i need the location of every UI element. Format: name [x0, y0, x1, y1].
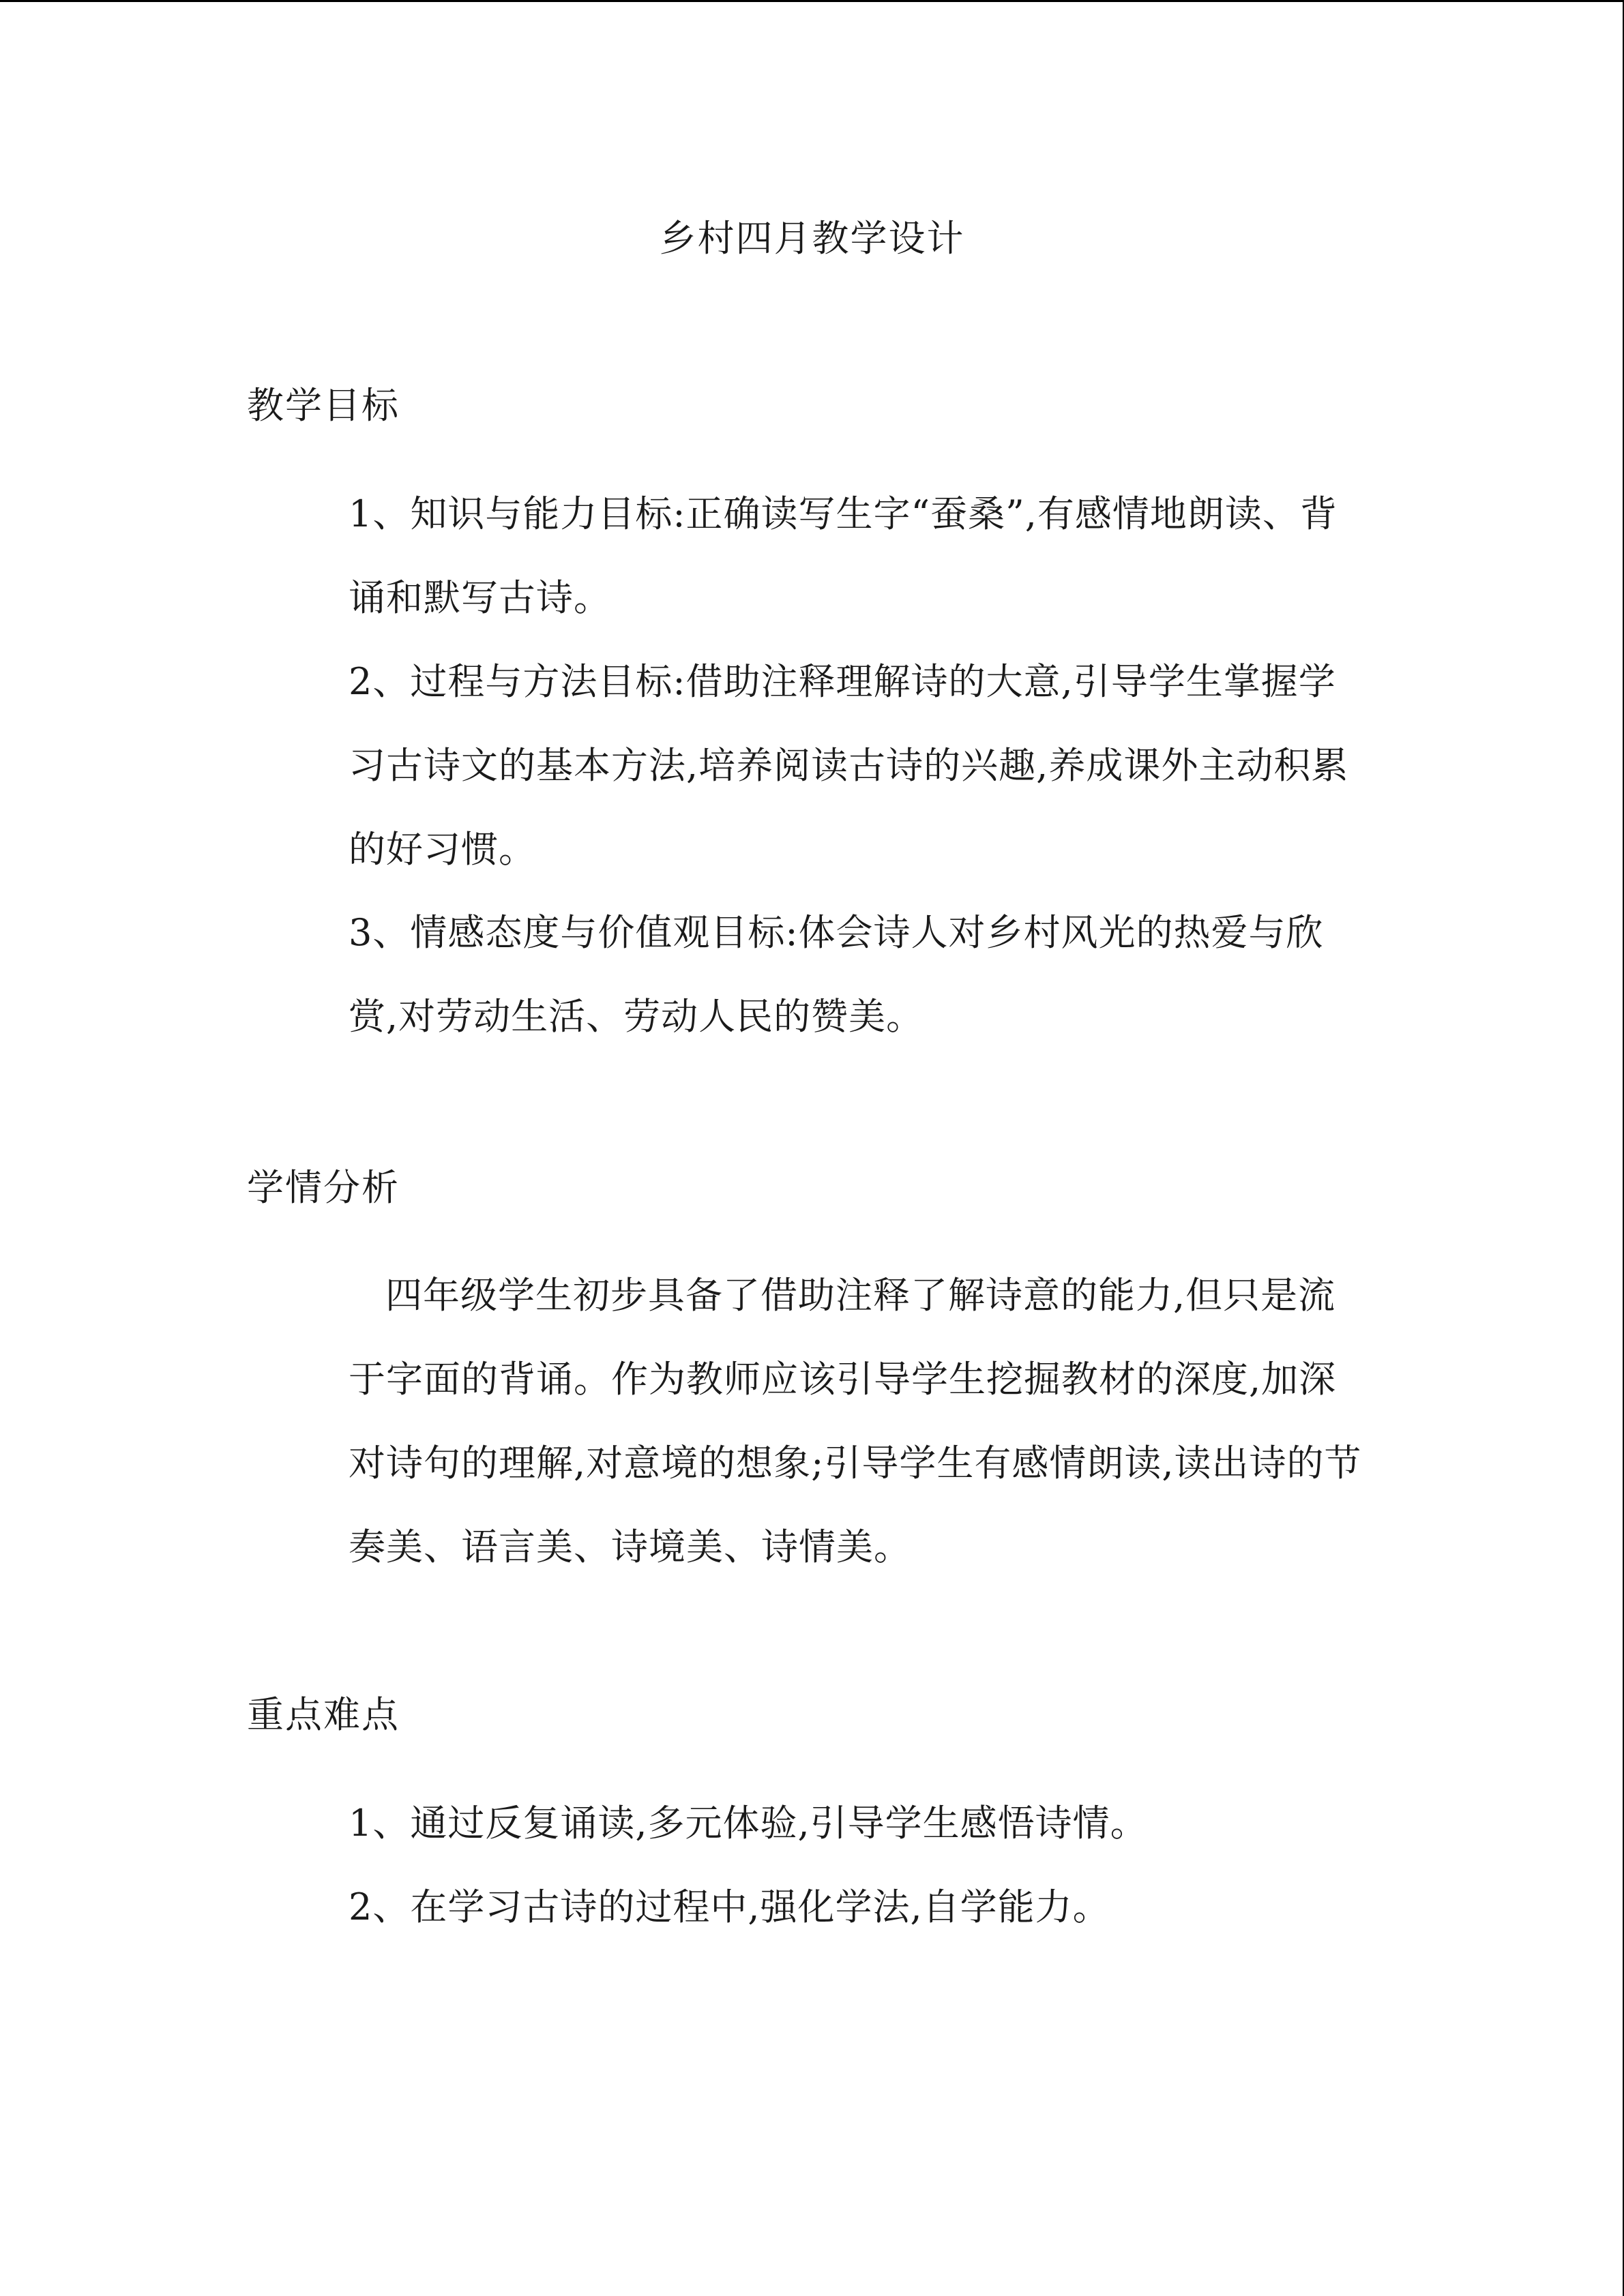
- page-top-border: [0, 0, 1624, 2]
- objective-paragraph-1: 1、知识与能力目标:正确读写生字“蚕桑”,有感情地朗读、背诵和默写古诗。: [349, 492, 1338, 619]
- analysis-paragraph: 四年级学生初步具备了借助注释了解诗意的能力,但只是流于字面的背诵。作为教师应该引导学生挖掘教材的深度,加深对诗句的理解,对意境的想象;引导学生有感情朗读,读出诗的节奏美、语言美、诗境美、诗情美。: [349, 1274, 1362, 1568]
- key-point-paragraph-2: 2、在学习古诗的过程中,强化学法,自学能力。: [349, 1885, 1110, 1928]
- section-heading-analysis: 学情分析: [247, 1166, 400, 1209]
- section-heading-key-points: 重点难点: [247, 1693, 400, 1736]
- objective-paragraph-3: 3、情感态度与价值观目标:体会诗人对乡村风光的热爱与欣赏,对劳动生活、劳动人民的赞美。: [349, 911, 1324, 1038]
- objective-paragraph-2: 2、过程与方法目标:借助注释理解诗的大意,引导学生掌握学习古诗文的基本方法,培养阅读古诗的兴趣,养成课外主动积累的好习惯。: [349, 660, 1349, 871]
- page-title: 乡村四月教学设计: [659, 217, 965, 260]
- key-point-paragraph-1: 1、通过反复诵读,多元体验,引导学生感悟诗情。: [349, 1802, 1148, 1845]
- section-heading-objectives: 教学目标: [247, 384, 400, 427]
